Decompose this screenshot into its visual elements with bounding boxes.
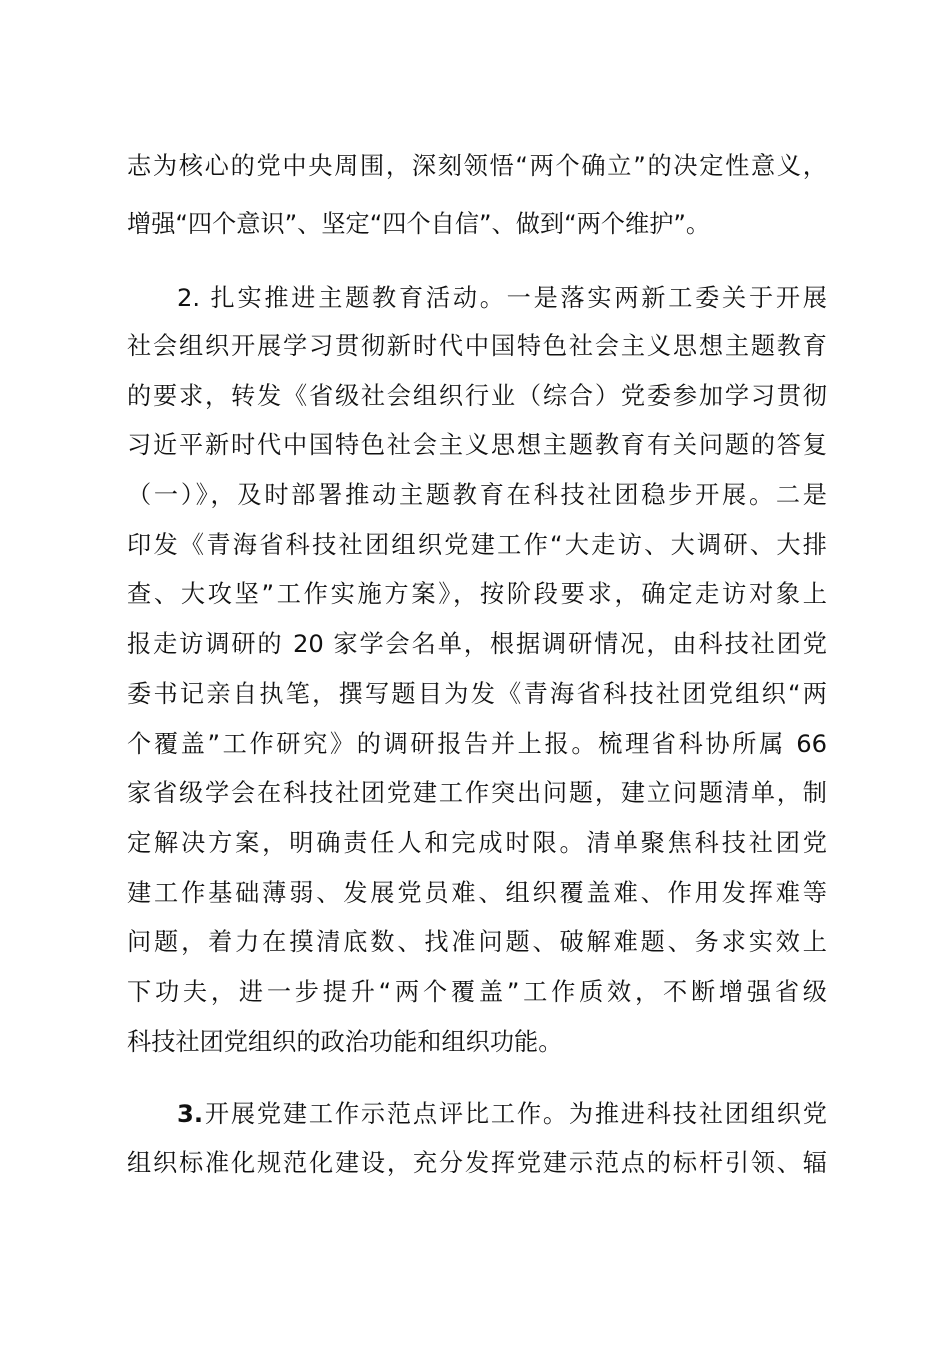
text-line: 定解决方案，明确责任人和完成时限。清单聚焦科技社团党: [127, 829, 827, 857]
text-line: 个覆盖”工作研究》的调研报告并上报。梳理省科协所属 66: [127, 730, 827, 758]
text-line: 建工作基础薄弱、发展党员难、组织覆盖难、作用发挥难等: [127, 879, 827, 907]
paragraph-first-line: [177, 1096, 827, 1132]
text-line: 查、大攻坚”工作实施方案》，按阶段要求，确定走访对象上: [127, 580, 827, 608]
paragraph-number: 2.: [177, 284, 211, 312]
text-line: 扎实推进主题教育活动。一是落实两新工委关于开展: [210, 284, 827, 312]
text-line: 开展党建工作示范点评比工作。为推进科技社团组织党: [203, 1100, 827, 1128]
text-line: 增强“四个意识”、坚定“四个自信”、做到“两个维护”。: [127, 210, 711, 238]
paragraph-number: 3.: [177, 1100, 204, 1128]
text-line: 志为核心的党中央周围，深刻领悟“两个确立”的决定性意义，: [127, 152, 827, 180]
text-line: 报走访调研的 20 家学会名单，根据调研情况，由科技社团党: [127, 630, 827, 658]
text-line: 印发《青海省科技社团组织党建工作“大走访、大调研、大排: [127, 531, 827, 559]
text-line: 科技社团党组织的政治功能和组织功能。: [127, 1028, 563, 1056]
text-line: 委书记亲自执笔，撰写题目为发《青海省科技社团党组织“两: [127, 680, 827, 708]
text-line: 社会组织开展学习贯彻新时代中国特色社会主义思想主题教育: [127, 332, 827, 360]
text-line: 的要求，转发《省级社会组织行业（综合）党委参加学习贯彻: [127, 382, 827, 410]
text-line: 家省级学会在科技社团党建工作突出问题，建立问题清单，制: [127, 779, 827, 807]
paragraph-first-line: [177, 280, 827, 316]
text-line: 下功夫，进一步提升“两个覆盖”工作质效，不断增强省级: [127, 978, 827, 1006]
text-line: （一）》，及时部署推动主题教育在科技社团稳步开展。二是: [127, 481, 827, 509]
text-line: 问题，着力在摸清底数、找准问题、破解难题、务求实效上: [127, 928, 827, 956]
text-line: 习近平新时代中国特色社会主义思想主题教育有关问题的答复: [127, 431, 827, 459]
text-line: 组织标准化规范化建设，充分发挥党建示范点的标杆引领、辐: [127, 1149, 827, 1177]
